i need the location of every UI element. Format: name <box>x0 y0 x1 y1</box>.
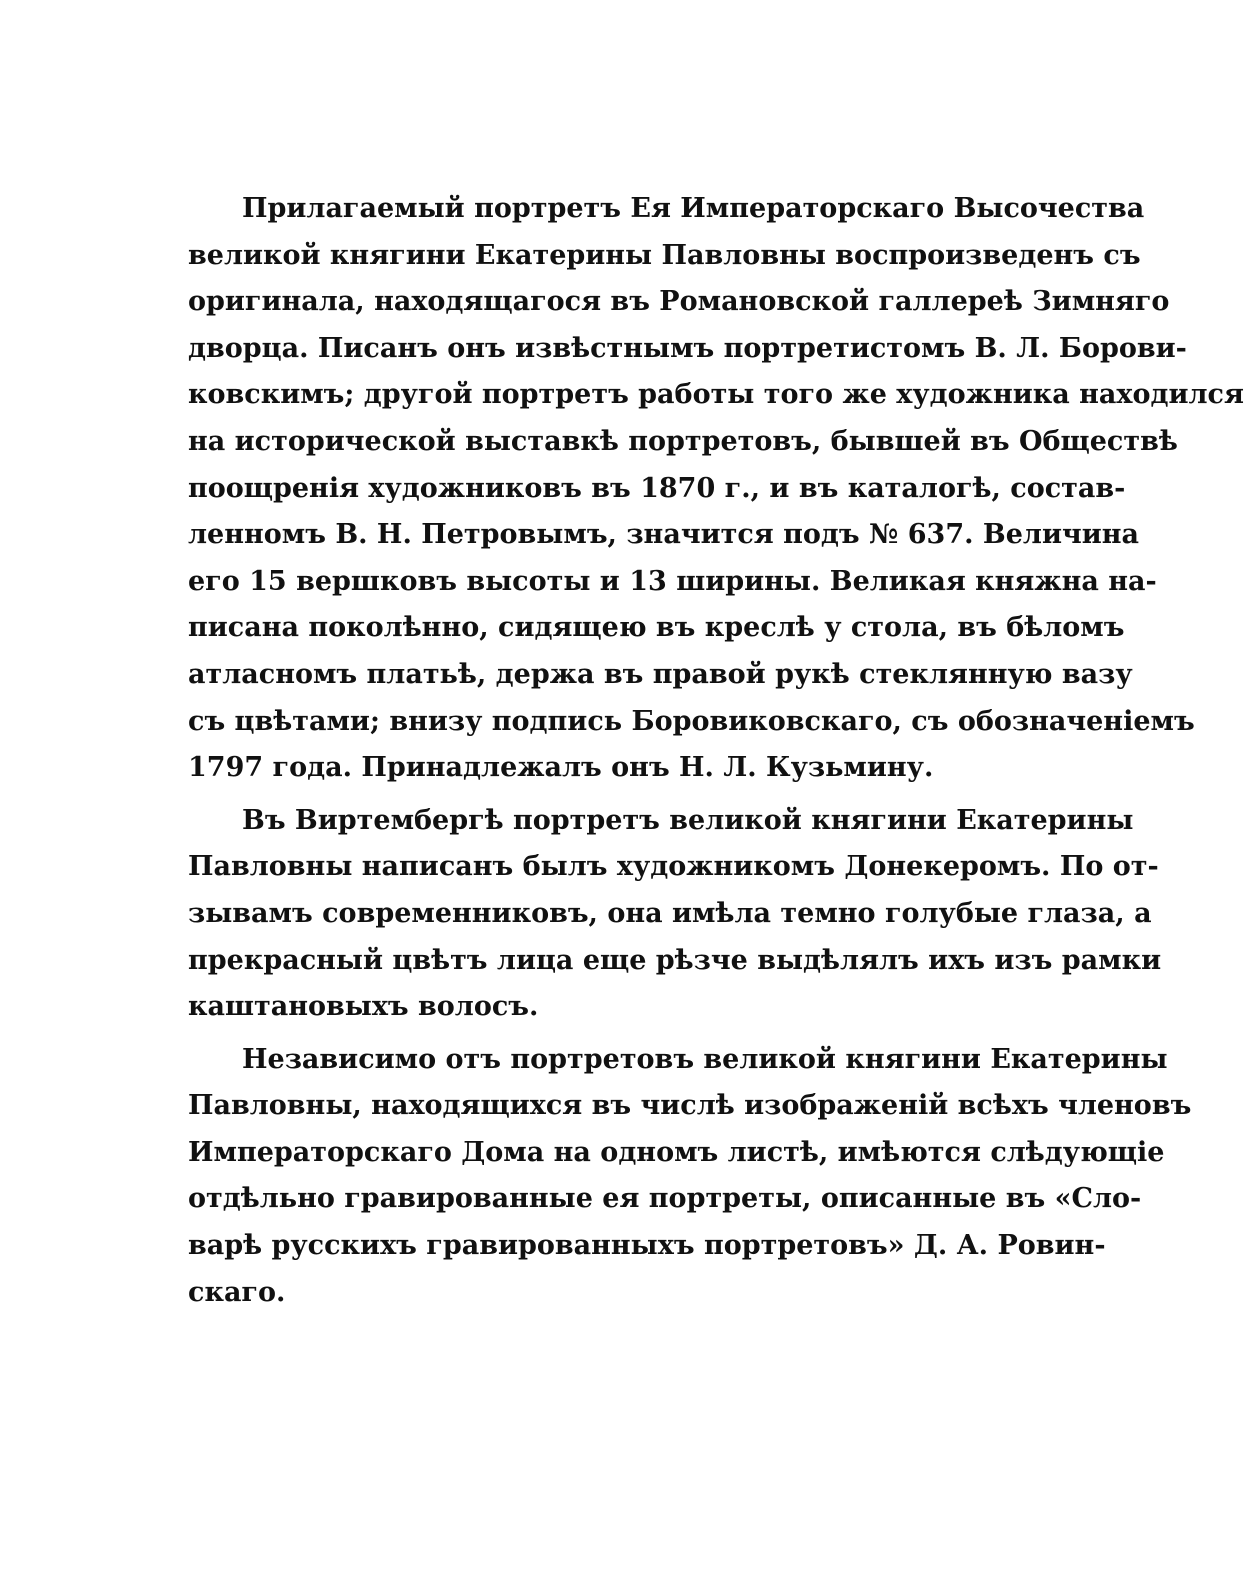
text-line: оригинала, находящагося въ Романовской галлереѣ Зимняго <box>188 286 1170 318</box>
text-line: на исторической выставкѣ портретовъ, бывшей въ Обществѣ <box>188 425 1178 457</box>
text-line: Прилагаемый портретъ Ея Императорскаго Высочества <box>242 193 1145 224</box>
paragraph <box>188 798 1162 1031</box>
text-line: Павловны, находящихся въ числѣ изображеній всѣхъ членовъ <box>188 1090 1192 1122</box>
text-line: отдѣльно гравированные ея портреты, описанные въ «Сло- <box>188 1183 1142 1215</box>
text-line: его 15 вершковъ высоты и 13 ширины. Великая княжна на- <box>188 565 1157 597</box>
text-line: скаго. <box>188 1276 286 1308</box>
text-line: съ цвѣтами; внизу подпись Боровиковскаго, съ обозначеніемъ <box>188 705 1195 737</box>
text-line: поощренія художниковъ въ 1870 г., и въ каталогѣ, состав- <box>188 472 1126 504</box>
paragraph <box>188 186 1244 792</box>
text-line: ленномъ В. Н. Петровымъ, значится подъ № 637. Величина <box>188 519 1140 551</box>
text-line: атласномъ платьѣ, держа въ правой рукѣ стеклянную вазу <box>188 658 1133 690</box>
text-line: писана поколѣнно, сидящею въ креслѣ у стола, въ бѣломъ <box>188 612 1125 644</box>
text-line: 1797 года. Принадлежалъ онъ Н. Л. Кузьмину. <box>188 752 934 784</box>
text-line: ковскимъ; другой портретъ работы того же художника находился <box>188 379 1244 411</box>
text-line: прекрасный цвѣтъ лица еще рѣзче выдѣлялъ ихъ изъ рамки <box>188 944 1162 976</box>
text-line: Павловны написанъ былъ художникомъ Донекеромъ. По от- <box>188 851 1159 883</box>
text-line: великой княгини Екатерины Павловны воспроизведенъ съ <box>188 239 1141 271</box>
text-line: дворца. Писанъ онъ извѣстнымъ портретистомъ В. Л. Борови- <box>188 332 1187 364</box>
text-line: Императорскаго Дома на одномъ листѣ, имѣются слѣдующіе <box>188 1136 1165 1168</box>
paragraph <box>188 1037 1192 1317</box>
body-text <box>188 186 1244 1322</box>
text-line: варѣ русскихъ гравированныхъ портретовъ» Д. А. Ровин- <box>188 1230 1106 1262</box>
text-line: каштановыхъ волосъ. <box>188 991 539 1023</box>
text-line: зывамъ современниковъ, она имѣла темно голубые глаза, а <box>188 897 1152 929</box>
text-line: Независимо отъ портретовъ великой княгини Екатерины <box>242 1043 1168 1075</box>
text-line: Въ Виртембергѣ портретъ великой княгини Екатерины <box>242 804 1134 836</box>
